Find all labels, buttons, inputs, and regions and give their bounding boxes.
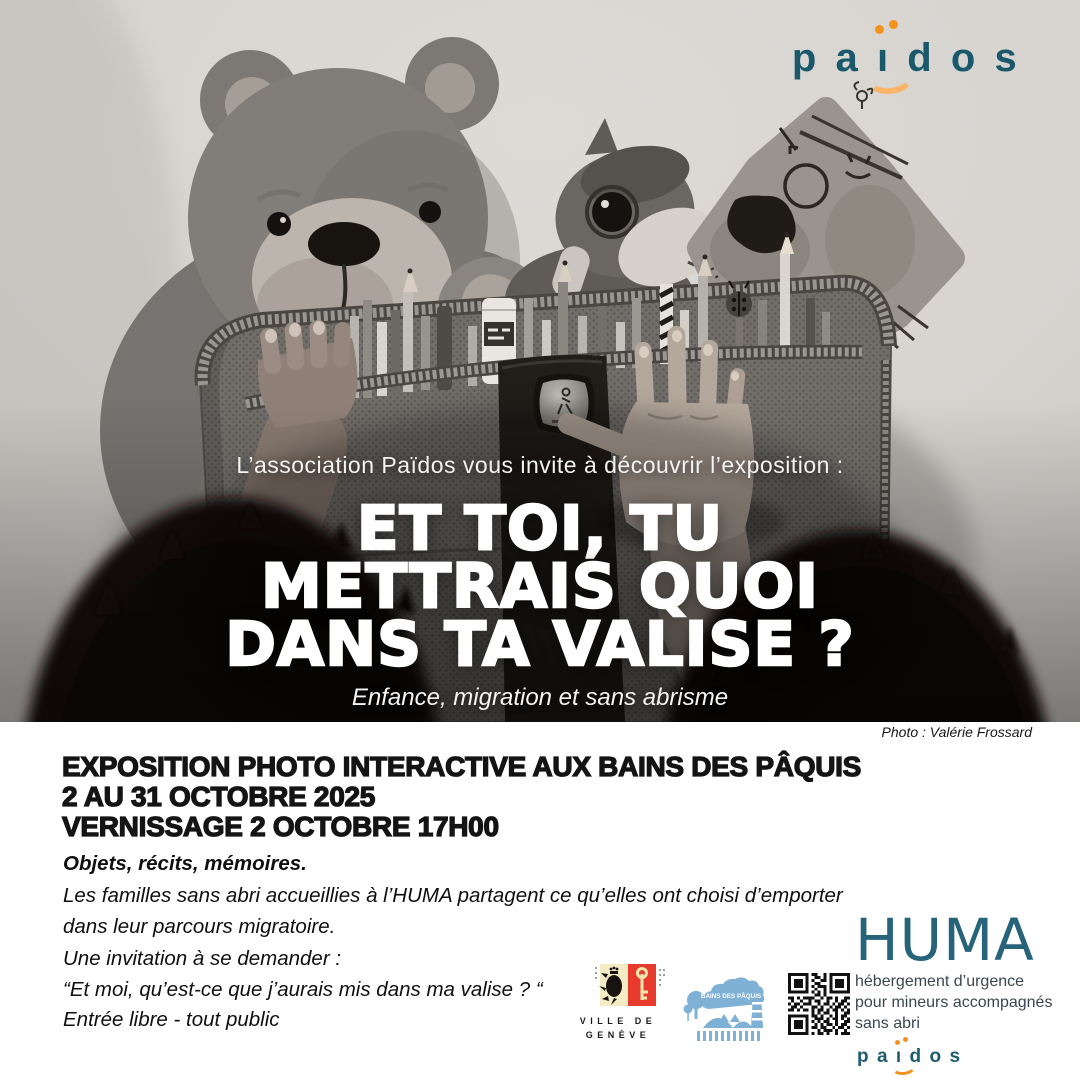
qr-code-icon <box>788 973 850 1035</box>
paidos-stem: ı <box>877 36 907 81</box>
huma-name: HUMA <box>855 906 1035 974</box>
paidos-smile-icon <box>890 1057 917 1077</box>
ville-de-geneve-logo <box>556 958 680 1051</box>
paidos-letters-left: pa <box>791 36 877 80</box>
paidos-letters-right: dos <box>907 36 1036 80</box>
paidos-umlaut-dots-icon <box>875 25 884 34</box>
geneva-label-line1: VILLE DE <box>579 1016 657 1026</box>
headline-line-1: EXPOSITION PHOTO INTERACTIVE AUX BAINS DES PÂQUIS <box>62 751 861 782</box>
description-lead: Objets, récits, mémoires. <box>63 852 307 875</box>
description-line: dans leur parcours migratoire. <box>63 915 336 938</box>
exhibition-title <box>0 493 1080 680</box>
paidos-umlaut-dots-icon <box>895 1040 900 1045</box>
bains-label: BAINS DES PÂQUIS <box>700 993 762 1000</box>
paidos-letters-left: pa <box>857 1046 896 1067</box>
geneva-coat-of-arms-icon <box>556 958 680 1046</box>
event-headline <box>62 752 861 842</box>
invite-line: L’association Païdos vous invite à découvrir l’exposition : <box>236 452 844 478</box>
bains-des-paquis-icon <box>683 976 775 1044</box>
geneva-label-line2: GENÈVE <box>585 1030 651 1040</box>
description-line: Une invitation à se demander : <box>63 946 342 970</box>
title-line-3: DANS TA VALISE ? <box>225 609 855 680</box>
headline-line-3: VERNISSAGE 2 OCTOBRE 17H00 <box>62 811 499 842</box>
paidos-letters-right: dos <box>909 1046 969 1067</box>
paidos-logo-small <box>857 1046 968 1068</box>
title-line-2: METTRAIS QUOI <box>261 551 819 622</box>
huma-desc-line: sans abri <box>855 1015 920 1032</box>
huma-desc-line: hébergement d’urgence <box>855 973 1025 990</box>
huma-description <box>855 971 1065 1034</box>
description-line: “Et moi, qu’est-ce que j’aurais mis dans ma valise ? “ <box>63 978 543 1001</box>
entry-info: Entrée libre - tout public <box>63 1008 280 1031</box>
headline-line-2: 2 AU 31 OCTOBRE 2025 <box>62 781 376 812</box>
paidos-stem: ı <box>896 1046 910 1068</box>
huma-desc-line: pour mineurs accompagnés <box>855 994 1053 1011</box>
qr-code <box>788 973 850 1040</box>
exhibition-subtitle: Enfance, migration et sans abrisme <box>351 684 729 711</box>
huma-logo-block <box>855 906 1065 1068</box>
title-line-1: ET TOI, TU <box>356 493 724 564</box>
bains-des-paquis-logo <box>683 976 775 1049</box>
description-line: Les familles sans abri accueillies à l’HUMA partagent ce qu’elles ont choisi d’emporter <box>63 883 843 907</box>
photo-credit: Photo : Valérie Frossard <box>881 724 1032 740</box>
paidos-logo <box>792 36 1036 81</box>
